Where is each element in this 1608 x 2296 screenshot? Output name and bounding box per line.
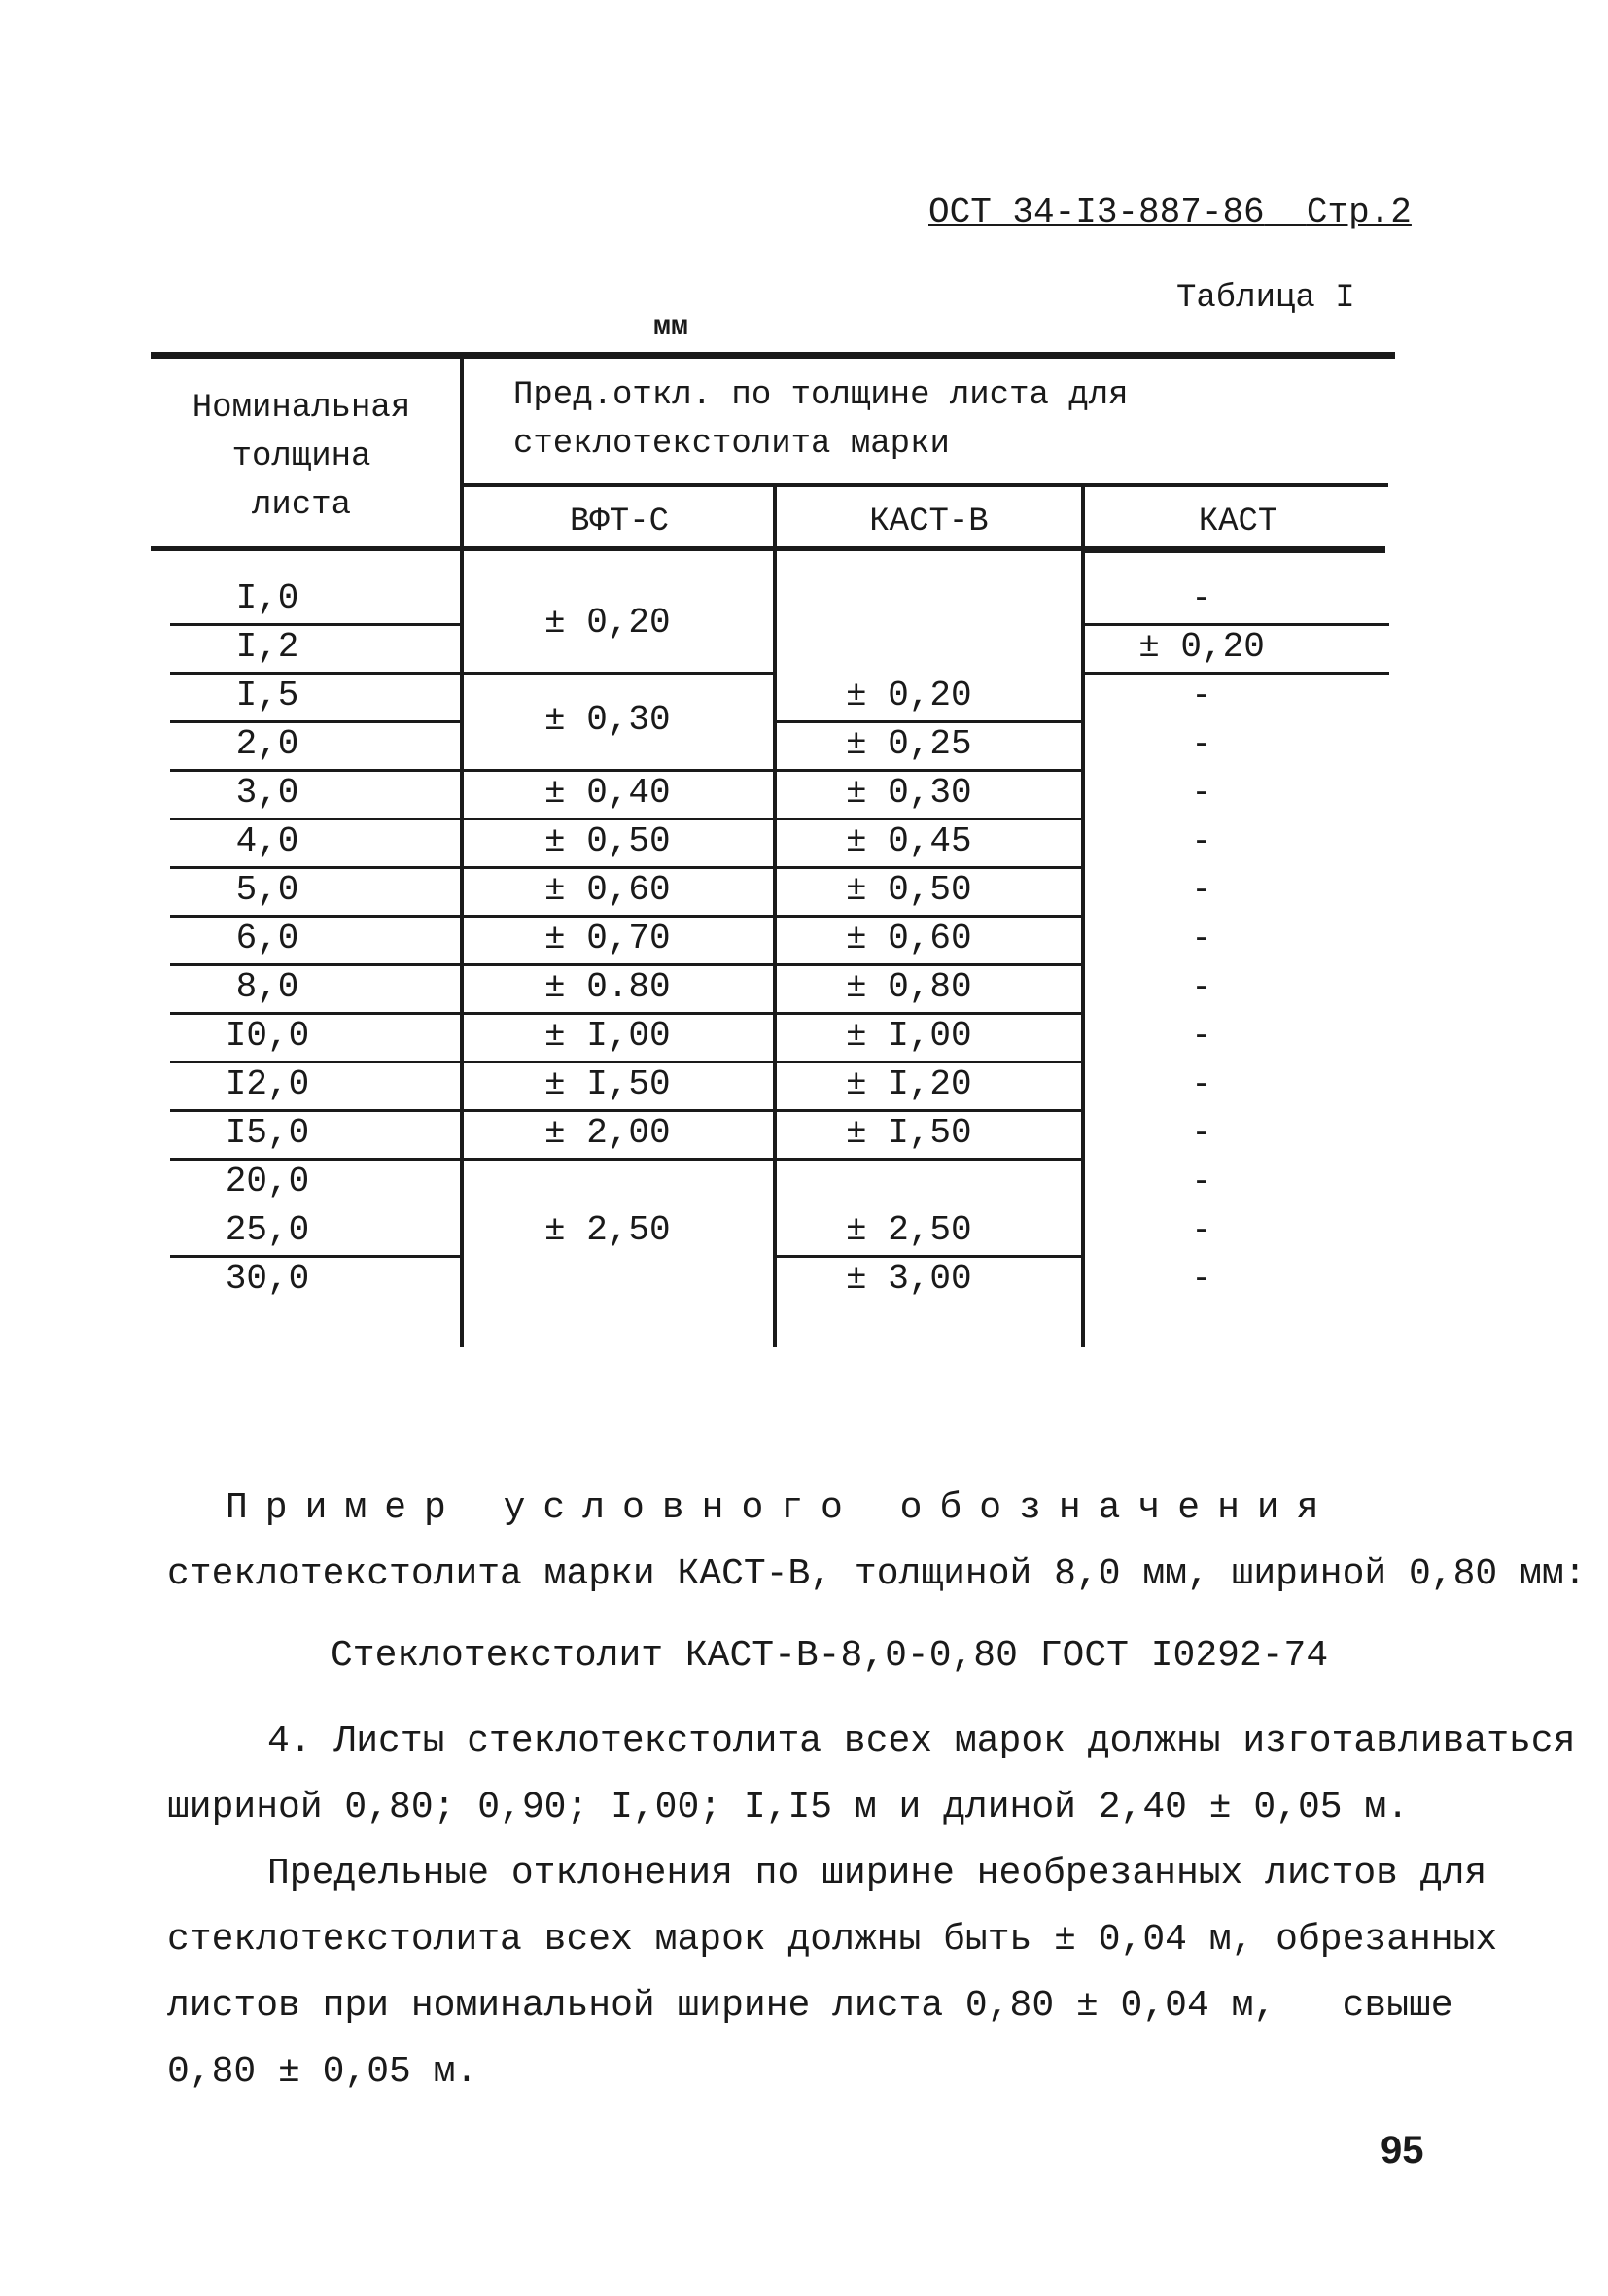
table-units: мм — [653, 311, 689, 344]
row-divider — [170, 769, 462, 772]
vft-cell: ± 0.80 — [544, 967, 671, 1007]
kast-cell: - — [1191, 1113, 1212, 1153]
nominal-cell: 4,0 — [235, 821, 299, 861]
kastv-divider — [775, 866, 1084, 869]
kast-cell: - — [1191, 1016, 1212, 1056]
vft-cell: ± 0,60 — [544, 870, 671, 910]
table-top-rule — [151, 352, 1395, 359]
table-label: Таблица I — [1176, 280, 1355, 317]
example-heading: Пример условного обозначения — [226, 1487, 1337, 1529]
nominal-cell: 2,0 — [235, 724, 299, 764]
paragraph-line: 0,80 ± 0,05 м. — [167, 2051, 478, 2093]
kastv-divider — [775, 1158, 1084, 1161]
vft-divider — [462, 1109, 775, 1112]
paragraph-line: 4. Листы стеклотекстолита всех марок должны изготавливаться — [267, 1721, 1576, 1762]
kast-cell: - — [1191, 967, 1212, 1007]
vft-cell: ± 0,50 — [544, 821, 671, 861]
kastv-cell: ± I,50 — [846, 1113, 972, 1153]
vft-cell: ± 0,30 — [544, 700, 671, 740]
group-header-rule — [462, 483, 1388, 487]
row-divider — [170, 1158, 462, 1161]
nominal-cell: 6,0 — [235, 919, 299, 958]
row-divider — [170, 866, 462, 869]
vft-cell: ± I,00 — [544, 1016, 671, 1056]
row-divider — [170, 623, 462, 626]
vft-divider — [462, 963, 775, 966]
page-ref: Стр.2 — [1306, 192, 1412, 232]
nominal-cell: I,5 — [235, 676, 299, 715]
header-vft: ВФТ-С — [569, 504, 670, 540]
kastv-divider — [775, 963, 1084, 966]
nominal-cell: I,0 — [235, 578, 299, 618]
vft-divider — [462, 915, 775, 918]
kastv-divider — [775, 818, 1084, 820]
kast-cell: - — [1191, 578, 1212, 618]
nominal-header: Номинальная толщина листа — [192, 390, 411, 524]
kastv-cell: ± 0,60 — [846, 919, 972, 958]
kast-cell: - — [1191, 724, 1212, 764]
vft-cell: ± 0,40 — [544, 773, 671, 813]
kastv-cell: ± 3,00 — [846, 1259, 972, 1299]
nominal-cell: 20,0 — [225, 1162, 310, 1201]
vft-divider — [462, 1012, 775, 1015]
row-divider — [170, 963, 462, 966]
row-divider — [170, 720, 462, 723]
kast-cell: - — [1191, 773, 1212, 813]
kastv-cell: ± 0,50 — [846, 870, 972, 910]
paragraph-line: Предельные отклонения по ширине необрезанных листов для — [267, 1853, 1487, 1895]
nominal-cell: 30,0 — [225, 1259, 310, 1299]
kastv-divider — [775, 1012, 1084, 1015]
vft-cell: ± I,50 — [544, 1064, 671, 1104]
vft-divider — [462, 672, 775, 675]
example-line: стеклотекстолита марки КАСТ-В, толщиной 8,0 мм, шириной 0,80 мм: — [167, 1553, 1587, 1595]
kastv-cell: ± 0,20 — [846, 676, 972, 715]
kastv-divider — [775, 1109, 1084, 1112]
kastv-cell: ± 2,50 — [846, 1210, 972, 1250]
row-divider — [170, 672, 462, 675]
nominal-cell: 5,0 — [235, 870, 299, 910]
vft-divider — [462, 1158, 775, 1161]
kastv-divider — [775, 1255, 1084, 1258]
kastv-cell: ± 0,45 — [846, 821, 972, 861]
nominal-cell: 8,0 — [235, 967, 299, 1007]
nominal-cell: I,2 — [235, 627, 299, 667]
header-kastv: КАСТ-В — [869, 504, 989, 540]
kast-cell: - — [1191, 1162, 1212, 1201]
paragraph-line: листов при номинальной ширине листа 0,80 ± 0,04 м, свыше — [167, 1985, 1453, 2027]
header-bottom-rule-right — [1084, 548, 1385, 553]
kastv-divider — [775, 769, 1084, 772]
kast-cell: ± 0,20 — [1138, 627, 1265, 667]
kast-cell: - — [1191, 1210, 1212, 1250]
kastv-cell: ± I,00 — [846, 1016, 972, 1056]
row-divider — [170, 915, 462, 918]
paragraph-line: стеклотекстолита всех марок должны быть ± 0,04 м, обрезанных — [167, 1919, 1498, 1961]
page-number: 95 — [1381, 2129, 1424, 2172]
vft-cell: ± 2,50 — [544, 1210, 671, 1250]
kast-divider — [1083, 623, 1389, 626]
kastv-cell: ± 0,80 — [846, 967, 972, 1007]
row-divider — [170, 1109, 462, 1112]
col-divider-1 — [460, 356, 464, 1347]
nominal-cell: I0,0 — [225, 1016, 310, 1056]
kastv-cell: ± 0,25 — [846, 724, 972, 764]
kastv-divider — [775, 720, 1084, 723]
kast-cell: - — [1191, 919, 1212, 958]
kastv-divider — [775, 915, 1084, 918]
example-designation: Стеклотекстолит КАСТ-В-8,0-0,80 ГОСТ I0292-74 — [331, 1635, 1329, 1677]
kastv-divider — [775, 1061, 1084, 1063]
kast-cell: - — [1191, 1259, 1212, 1299]
nominal-cell: I5,0 — [225, 1113, 310, 1153]
nominal-cell: I2,0 — [225, 1064, 310, 1104]
row-divider — [170, 1255, 462, 1258]
kastv-cell: ± I,20 — [846, 1064, 972, 1104]
standard-code: ОСТ 34-I3-887-86 — [928, 192, 1265, 232]
header-kast: КАСТ — [1198, 504, 1278, 540]
kast-cell: - — [1191, 676, 1212, 715]
vft-divider — [462, 866, 775, 869]
kast-cell: - — [1191, 821, 1212, 861]
vft-cell: ± 0,20 — [544, 603, 671, 643]
nominal-cell: 25,0 — [225, 1210, 310, 1250]
kast-cell: - — [1191, 870, 1212, 910]
paragraph-line: шириной 0,80; 0,90; I,00; I,I5 м и длиной 2,40 ± 0,05 м. — [167, 1787, 1410, 1828]
row-divider — [170, 1012, 462, 1015]
kastv-cell: ± 0,30 — [846, 773, 972, 813]
vft-divider — [462, 1061, 775, 1063]
vft-divider — [462, 769, 775, 772]
vft-cell: ± 2,00 — [544, 1113, 671, 1153]
kast-cell: - — [1191, 1064, 1212, 1104]
kast-divider — [1083, 672, 1389, 675]
nominal-cell: 3,0 — [235, 773, 299, 813]
row-divider — [170, 1061, 462, 1063]
standard-header — [928, 192, 1412, 232]
group-header: Пред.откл. по толщине листа для стеклотекстолита марки — [513, 377, 1129, 463]
row-divider — [170, 818, 462, 820]
vft-cell: ± 0,70 — [544, 919, 671, 958]
vft-divider — [462, 818, 775, 820]
